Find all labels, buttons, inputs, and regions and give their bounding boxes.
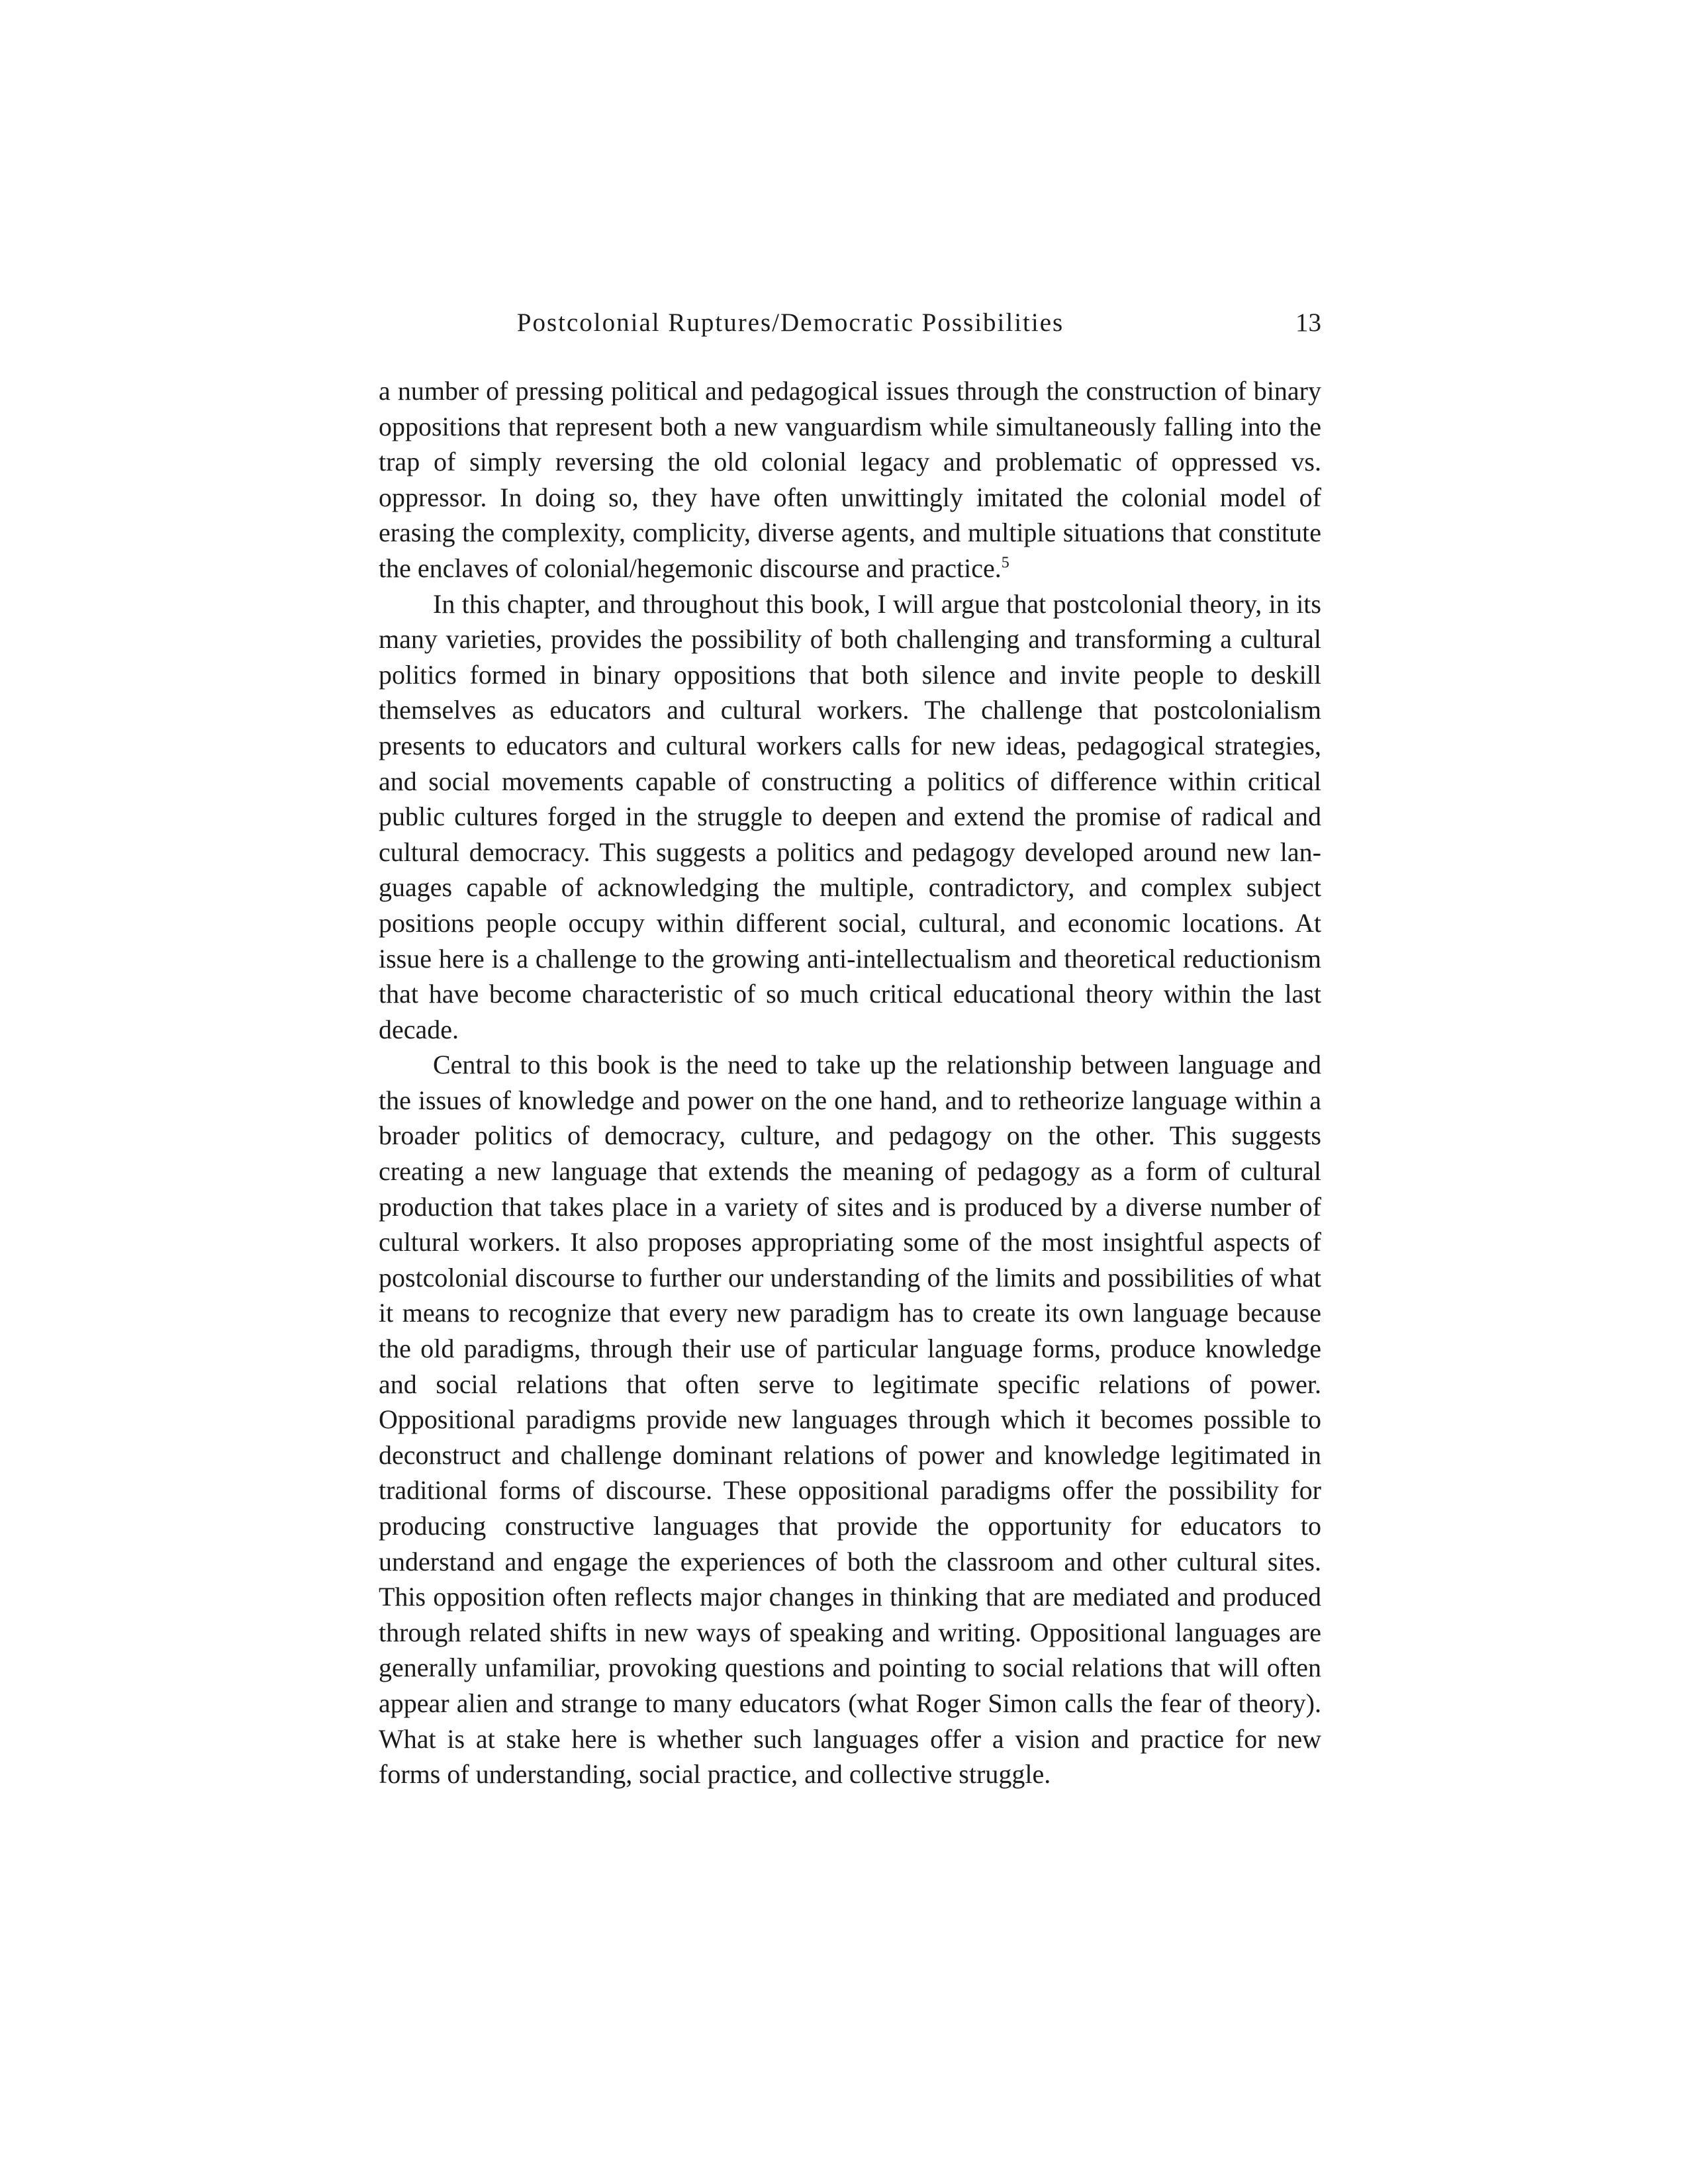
page-number: 13 xyxy=(1295,308,1321,337)
paragraph: Central to this book is the need to take up the relationship between language and the issues of knowledge and power on the one hand, and to retheorize language within a broader politics of democracy, culture, and pedagogy on the other. This suggests creating a new language that extends the meaning of pedagogy as a form of cultural production that takes place in a variety of sites and is produced by a diverse number of cultural workers. It also proposes appropriating some of the most insightful aspects of postcolonial discourse to further our understanding of the limits and possibilities of what it means to recognize that every new paradigm has to create its own language because the old paradigms, through their use of particular language forms, produce knowledge and social relations that often serve to legitimate specific relations of power. Oppositional paradigms provide new languages through which it becomes possible to deconstruct and challenge dominant relations of power and knowledge legitimated in traditional forms of discourse. These oppositional paradigms offer the possibility for producing constructive languages that provide the opportunity for educators to understand and engage the experiences of both the classroom and other cultural sites. This opposition often reflects major changes in thinking that are mediated and produced through related shifts in new ways of speaking and writing. Oppositional languages are generally unfamiliar, provoking questions and pointing to social relations that will often appear alien and strange to many educators (what Roger Simon calls the fear of theory). What is at stake here is whether such languages offer a vision and practice for new forms of understanding, social practice, and collective struggle. xyxy=(379,1050,1321,1790)
paragraph-continued xyxy=(379,373,1321,586)
paragraph-text: a number of pressing political and pedagogical issues through the construction of binary oppositions that represent both a new vanguardism while simultaneously falling into the trap of simply reversing the old colonial legacy and problematic of oppressed vs. oppressor. In doing so, they have often unwittingly imitated the colonial model of erasing the complexity, complicity, diverse agents, and multiple situations that constitute the enclaves of colonial/hegemonic discourse and practice. xyxy=(379,376,1321,583)
paragraph: In this chapter, and throughout this book, I will argue that postcolonial theory, in its many varieties, provides the possibility of both challenging and transforming a cultural politics formed in binary oppositions that both silence and invite people to deskill themselves as educators and cultural workers. The challenge that postcolonialism presents to educators and cultural workers calls for new ideas, pedagogical strategies, and social movements capable of constructing a politics of difference within critical public cultures forged in the struggle to deepen and extend the promise of radical and cultural democracy. This suggests a politics and pedagogy developed around new languages capable of acknowledging the multiple, contradictory, and complex subject positions people occupy within different social, cultural, and economic locations. At issue here is a challenge to the growing anti-intellectualism and theoretical reductionism that have become characteristic of so much critical educational theory within the last decade. xyxy=(379,588,1321,1044)
body-text xyxy=(379,373,1321,1792)
footnote-marker[interactable]: 5 xyxy=(1001,554,1009,572)
running-head xyxy=(379,303,1321,343)
running-title: Postcolonial Ruptures/Democratic Possibilities xyxy=(516,308,1064,337)
